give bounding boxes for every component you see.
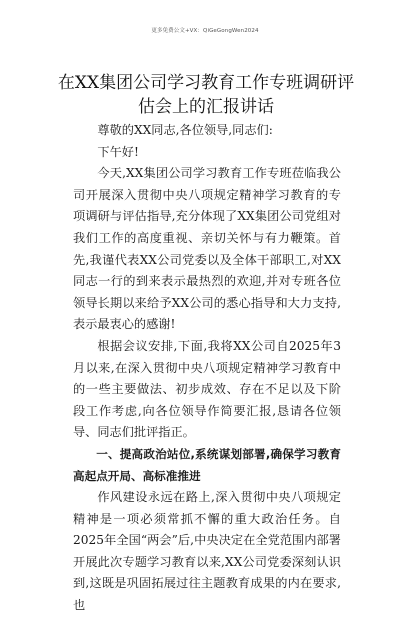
section-heading: 一、提高政治站位,系统谋划部署,确保学习教育高起点开局、高标准推进 bbox=[73, 446, 341, 483]
document-title: 在XX集团公司学习教育工作专班调研评估会上的汇报讲话 bbox=[57, 73, 355, 117]
header-watermark-note: 更多免费公文+VX：QiGeGongWen2024 bbox=[151, 28, 259, 34]
greeting: 下午好! bbox=[97, 144, 139, 159]
document-body bbox=[73, 120, 341, 617]
body-paragraph-2: 根据会议安排,下面,我将XX公司自2025年3月以来,在深入贯彻中央八项规定精神学习教育中的一些主要做法、初步成效、存在不足以及下阶段工作考虑,向各位领导作简要汇报,恳请各位领导、同志们批评指正。 bbox=[73, 338, 341, 440]
body-paragraph-1: 今天,XX集团公司学习教育工作专班莅临我公司开展深入贯彻中央八项规定精神学习教育的专项调研与评估指导,充分体现了XX集团公司党组对我们工作的高度重视、亲切关怀与有力鞭策。首先,我谨代表XX公司党委以及全体干部职工,对XX同志一行的到来表示最热烈的欢迎,并对专班各位领导长期以来给予XX公司的悉心指导和大力支持,表示最衷心的感谢! bbox=[73, 166, 341, 332]
section-paragraph: 作风建设永远在路上,深入贯彻中央八项规定精神是一项必须常抓不懈的重大政治任务。自2025年全国“两会”后,中央决定在全党范围内部署开展此次专题学习教育以来,XX公司党委深刻认识到,这既是巩固拓展过往主题教育成果的内在要求,也 bbox=[73, 490, 341, 613]
salutation: 尊敬的XX同志,各位领导,同志们: bbox=[97, 123, 273, 137]
